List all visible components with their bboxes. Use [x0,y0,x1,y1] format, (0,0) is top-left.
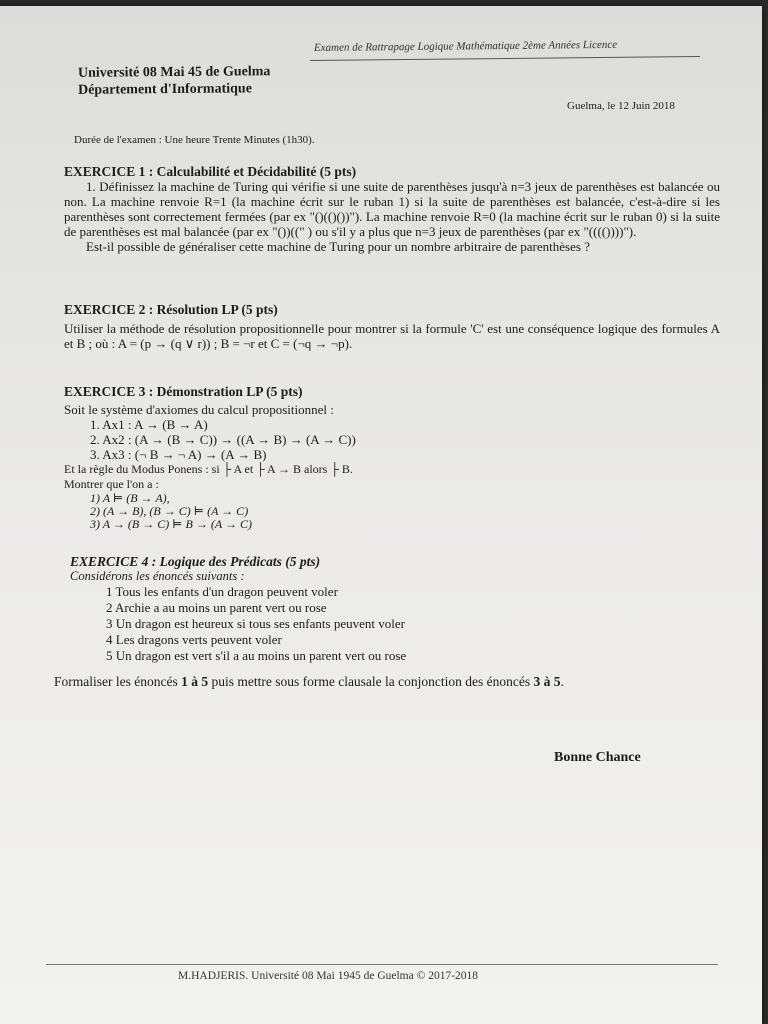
task-text: puis mettre sous forme clausale la conjonction des énoncés [208,674,534,689]
statement-item: 1 Tous les enfants d'un dragon peuvent voler [106,584,338,599]
axiom-item: 3. Ax3 : (¬ B → ¬ A) → (A → B) [90,447,267,462]
exam-duration: Durée de l'examen : Une heure Trente Minutes (1h30). [74,134,315,146]
statement-item: 3 Un dragon est heureux si tous ses enfants peuvent voler [106,616,405,631]
exercise-1-title: EXERCICE 1 : Calculabilité et Décidabilité (5 pts) [64,164,357,179]
task-text: Formaliser les énoncés [54,674,182,689]
exercise-4-title: EXERCICE 4 : Logique des Prédicats (5 pts) [70,554,321,569]
exercise-3-items [64,492,720,531]
statement-item: 4 Les dragons verts peuvent voler [106,632,282,647]
exam-paper [0,6,762,1024]
task-range-1: 1 à 5 [181,674,209,689]
statement-item: 2 Archie a au moins un parent vert ou rose [106,600,327,615]
department-name: Département d'Informatique [78,81,252,98]
exercise-1-question-2: Est-il possible de généraliser cette machine de Turing pour un nombre arbitraire de parenthèses ? [86,239,590,254]
task-range-2: 3 à 5 [533,674,561,689]
exercise-2-title: EXERCICE 2 : Résolution LP (5 pts) [64,302,278,317]
exercise-3-item: 2) (A → B), (B → C) ⊨ (A → C) [90,504,249,518]
closing-text: Bonne Chance [554,750,641,765]
exam-date: Guelma, le 12 Juin 2018 [567,100,675,112]
exercise-4-task [54,674,734,689]
statement-item: 5 Un dragon est vert s'il a au moins un parent vert ou rose [106,648,407,663]
statement-list [70,584,726,664]
exercise-3-intro: Soit le système d'axiomes du calcul propositionnel : [64,402,334,417]
university-name: Université 08 Mai 45 de Guelma [77,64,271,81]
exercise-2 [64,302,720,351]
exercise-4-intro: Considérons les énoncés suivants : [70,569,245,583]
exercise-2-text: Utiliser la méthode de résolution propositionnelle pour montrer si la formule 'C' est une conséquence logique des formules A et B ; où : A = (p → (q ∨ r)) ; B = ¬r et C = (¬q → ¬p). [64,321,720,351]
footer-text: M.HADJERIS. Université 08 Mai 1945 de Guelma © 2017-2018 [178,970,479,982]
axiom-item: 1. Ax1 : A → (B → A) [90,417,208,432]
exercise-3-title: EXERCICE 3 : Démonstration LP (5 pts) [64,384,303,399]
exercise-1-question-1: 1. Définissez la machine de Turing qui vérifie si une suite de parenthèses jusqu'à n=3 jeux de parenthèses est balancée ou non. La machine renvoie R=1 (la machine écrit sur le ruban 1) si la suite de parenthèses est balancée, c'est-à-dire si les parenthèses sont correctement fermées (par ex "()(()())"). La machine renvoie R=0 (la machine écrit sur le ruban 0) si la suite de parenthèses est mal balancée (par ex "())((" ) ou s'il y a plus que n=3 jeux de parenthèses (par ex "(((())))"). [64,179,720,239]
institution-block [78,63,271,99]
exam-title: Examen de Rattrapage Logique Mathématique 2ème Années Licence [313,38,618,54]
exercise-1 [64,164,720,254]
modus-ponens-rule: Et la règle du Modus Ponens : si ├ A et ├ A → B alors ├ B. [64,462,353,476]
axiom-item: 2. Ax2 : (A → (B → C)) → ((A → B) → (A → C)) [90,432,356,447]
task-text: . [560,674,564,689]
exercise-4 [70,554,726,664]
exercise-3-show: Montrer que l'on a : [64,477,159,491]
axiom-list [64,417,720,462]
exercise-3-item: 3) A → (B → C) ⊨ B → (A → C) [90,517,252,531]
footer-divider [46,964,718,965]
exercise-3-item: 1) A ⊨ (B → A), [90,491,170,505]
exercise-3 [64,384,720,531]
exam-header [310,34,700,61]
